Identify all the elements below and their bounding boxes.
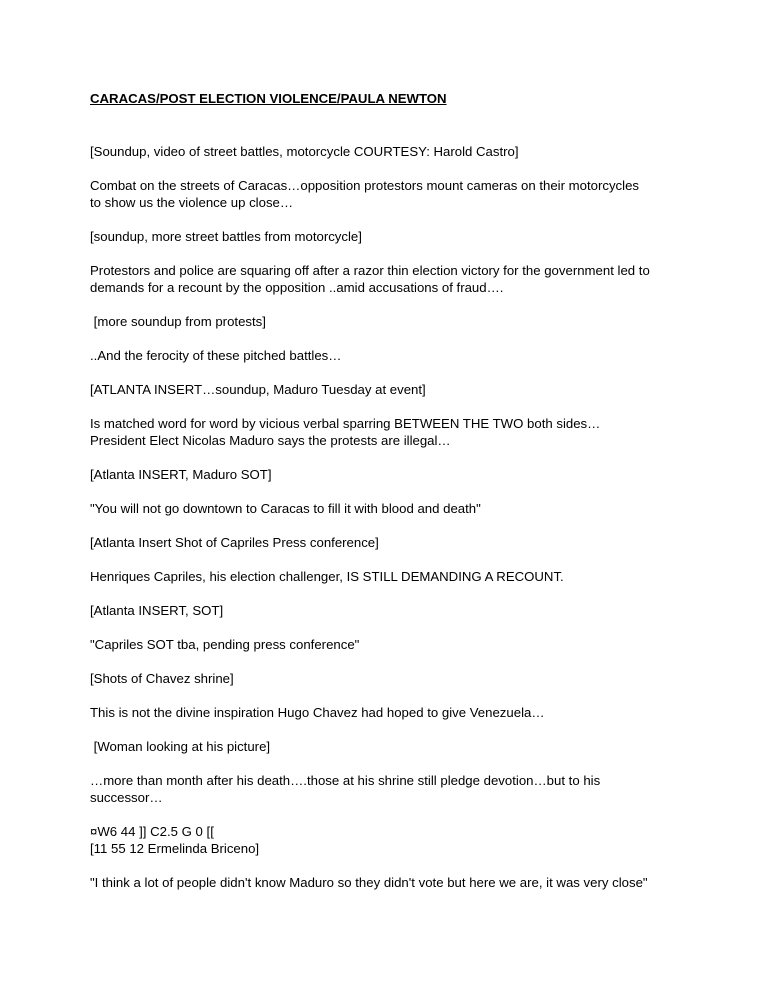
- text-line: This is not the divine inspiration Hugo Chavez had hoped to give Venezuela…: [90, 705, 545, 720]
- paragraph-maduro-quote: [90, 500, 710, 517]
- paragraph-timecode-briceno: [90, 823, 710, 857]
- paragraph-chavez-shrine-shots: [90, 670, 710, 687]
- paragraph-atlanta-insert-maduro-event: [90, 381, 710, 398]
- text-line: ..And the ferocity of these pitched battles…: [90, 348, 342, 363]
- paragraph-combat-streets: [90, 177, 710, 211]
- text-line: "Capriles SOT tba, pending press conference": [90, 637, 360, 652]
- text-line: [Shots of Chavez shrine]: [90, 671, 234, 686]
- text-line: [Atlanta INSERT, SOT]: [90, 603, 224, 618]
- text-line: Protestors and police are squaring off after a razor thin election victory for the government led to: [90, 263, 650, 278]
- text-line: ¤W6 44 ]] C2.5 G 0 [[: [90, 824, 214, 839]
- text-line: "You will not go downtown to Caracas to fill it with blood and death": [90, 501, 481, 516]
- paragraph-atlanta-insert-sot: [90, 602, 710, 619]
- page-title: CARACAS/POST ELECTION VIOLENCE/PAULA NEWTON: [90, 91, 447, 106]
- paragraph-capriles-sot: [90, 636, 710, 653]
- paragraph-capriles-press-insert: [90, 534, 710, 551]
- paragraph-soundup-motorcycle: [90, 228, 710, 245]
- text-line: President Elect Nicolas Maduro says the protests are illegal…: [90, 433, 451, 448]
- text-line: [11 55 12 Ermelinda Briceno]: [90, 841, 260, 856]
- text-line: [more soundup from protests]: [90, 314, 266, 329]
- paragraph-capriles-recount: [90, 568, 710, 585]
- text-line: to show us the violence up close…: [90, 195, 294, 210]
- paragraph-woman-picture: [90, 738, 710, 755]
- paragraph-soundup-street-battles: [90, 143, 710, 160]
- paragraph-divine-inspiration: [90, 704, 710, 721]
- paragraph-verbal-sparring: [90, 415, 710, 449]
- paragraph-ferocity: [90, 347, 710, 364]
- paragraph-atlanta-insert-maduro-sot: [90, 466, 710, 483]
- paragraph-after-death: [90, 772, 710, 806]
- text-line: successor…: [90, 790, 163, 805]
- paragraph-protestors-police: [90, 262, 710, 296]
- text-line: …more than month after his death….those at his shrine still pledge devotion…but to his: [90, 773, 601, 788]
- text-line: [Woman looking at his picture]: [90, 739, 271, 754]
- text-line: [Soundup, video of street battles, motorcycle COURTESY: Harold Castro]: [90, 144, 519, 159]
- text-line: "I think a lot of people didn't know Maduro so they didn't vote but here we are, it was very close": [90, 875, 648, 890]
- text-line: demands for a recount by the opposition ..amid accusations of fraud….: [90, 280, 504, 295]
- text-line: [Atlanta Insert Shot of Capriles Press conference]: [90, 535, 379, 550]
- text-line: [Atlanta INSERT, Maduro SOT]: [90, 467, 272, 482]
- text-line: [ATLANTA INSERT…soundup, Maduro Tuesday at event]: [90, 382, 426, 397]
- text-line: [soundup, more street battles from motorcycle]: [90, 229, 362, 244]
- paragraph-more-soundup: [90, 313, 710, 330]
- paragraph-briceno-quote: [90, 874, 710, 891]
- text-line: Is matched word for word by vicious verbal sparring BETWEEN THE TWO both sides…: [90, 416, 601, 431]
- text-line: Henriques Capriles, his election challenger, IS STILL DEMANDING A RECOUNT.: [90, 569, 564, 584]
- text-line: Combat on the streets of Caracas…opposition protestors mount cameras on their motorcycles: [90, 178, 639, 193]
